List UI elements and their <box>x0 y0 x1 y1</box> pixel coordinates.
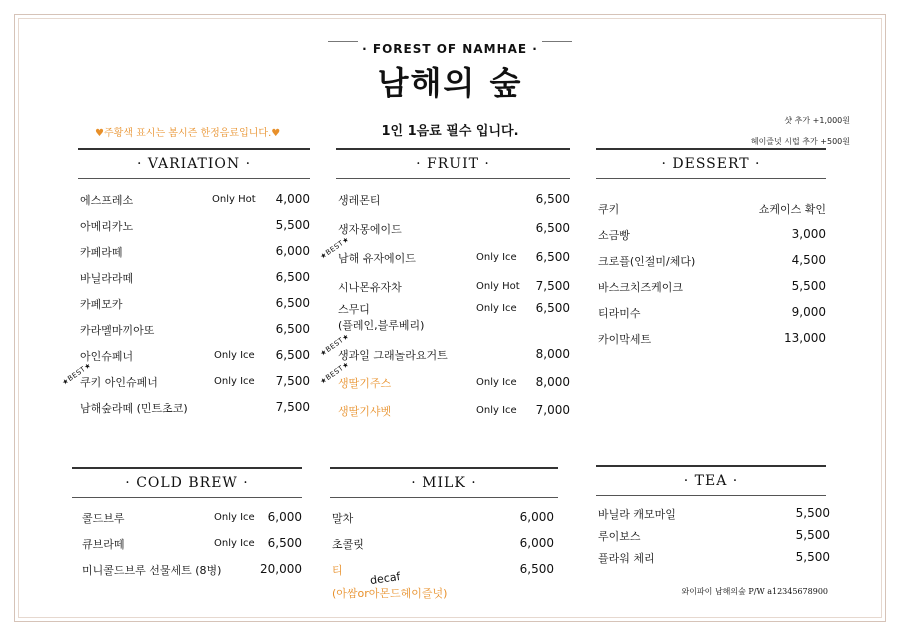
item-sub: (플레인,블루베리) <box>338 319 425 332</box>
item-price: 4,500 <box>791 253 826 267</box>
item-note: Only Ice <box>214 350 255 361</box>
item-name: 카이막세트 <box>598 333 652 346</box>
best-badge: ★BEST★ <box>318 235 351 261</box>
item-note: Only Hot <box>476 281 520 292</box>
heart-icon: ♥ <box>271 128 281 139</box>
item-name: 큐브라떼 <box>82 538 125 551</box>
extra-syrup: 헤이즐넛 시럽 추가 +500원 <box>750 137 850 146</box>
item-price: 6,500 <box>535 250 570 264</box>
item-name: 바닐라 캐모마일 <box>598 508 676 521</box>
item-price: 6,000 <box>267 510 302 524</box>
fruit-section <box>318 148 570 425</box>
item-name: 남해 유자에이드 <box>338 252 416 265</box>
item-name: 소금빵 <box>598 229 630 242</box>
menu-item <box>78 342 310 368</box>
item-price: 6,500 <box>275 348 310 362</box>
item-name: 바스크치즈케이크 <box>598 281 684 294</box>
item-price: 8,000 <box>535 375 570 389</box>
item-name: 생딸기샤벳 <box>338 405 392 418</box>
menu-item <box>60 361 310 394</box>
item-price: 쇼케이스 확인 <box>758 203 826 216</box>
tea-options: (아쌈or아몬드헤이즐넛) <box>332 587 448 600</box>
item-price: 5,500 <box>795 506 830 520</box>
item-name: 스무디 <box>338 303 370 316</box>
best-badge: ★BEST★ <box>318 332 351 358</box>
item-price: 6,500 <box>535 301 570 315</box>
dessert-section <box>596 148 826 351</box>
item-note: Only Ice <box>476 252 517 263</box>
section-title: · TEA · <box>596 465 826 496</box>
item-price: 3,000 <box>791 227 826 241</box>
item-name: 카페모카 <box>80 298 123 311</box>
item-price: 7,000 <box>535 403 570 417</box>
coldbrew-section <box>72 467 302 582</box>
item-name: 바닐라라떼 <box>80 272 134 285</box>
item-name: 시나몬유자차 <box>338 281 402 294</box>
item-price: 4,000 <box>275 192 310 206</box>
item-price: 6,500 <box>519 562 554 576</box>
menu-item <box>72 556 302 582</box>
item-name: 생과일 그래놀라요거트 <box>338 349 448 362</box>
menu-item <box>596 273 826 299</box>
item-name: 쿠키 <box>598 203 620 216</box>
section-title: · VARIATION · <box>78 148 310 179</box>
item-price: 6,000 <box>275 244 310 258</box>
menu-item <box>330 504 558 530</box>
item-name: 초콜릿 <box>332 538 364 551</box>
menu-item <box>596 522 830 544</box>
item-price: 5,500 <box>795 528 830 542</box>
item-price: 7,500 <box>535 279 570 293</box>
menu-item <box>72 530 302 556</box>
item-note: Only Hot <box>212 194 256 205</box>
wifi-info: 와이파이 남해의숲 P/W a12345678900 <box>681 587 828 596</box>
item-name: 플라워 체리 <box>598 552 655 565</box>
menu-item <box>596 500 830 522</box>
decaf-note: decaf <box>369 569 402 588</box>
item-name: 생레몬티 <box>338 194 381 207</box>
item-price: 20,000 <box>260 562 302 576</box>
menu-item <box>596 299 826 325</box>
item-name: 말차 <box>332 512 354 525</box>
section-title: · MILK · <box>330 467 558 498</box>
menu-item <box>318 235 570 273</box>
item-name: 카라멜마끼아또 <box>80 324 155 337</box>
item-price: 6,500 <box>275 322 310 336</box>
item-name: 아인슈페너 <box>80 350 134 363</box>
menu-item <box>78 212 310 238</box>
variation-section <box>60 148 310 420</box>
item-price: 6,000 <box>519 536 554 550</box>
item-name: 생딸기주스 <box>338 377 392 390</box>
menu-item <box>78 290 310 316</box>
item-price: 6,500 <box>267 536 302 550</box>
order-rule: 1인 1음료 필수 입니다. <box>381 124 519 139</box>
menu-item <box>78 238 310 264</box>
extras <box>751 110 850 152</box>
best-badge: ★BEST★ <box>60 361 93 387</box>
menu-item <box>596 544 830 566</box>
menu-item <box>596 221 826 247</box>
menu-item <box>78 316 310 342</box>
section-title: · COLD BREW · <box>72 467 302 498</box>
item-name: 남해숲라떼 (민트초코) <box>80 402 188 415</box>
item-name: 루이보스 <box>598 530 641 543</box>
item-note: Only Ice <box>476 377 517 388</box>
item-price: 5,500 <box>791 279 826 293</box>
best-badge: ★BEST★ <box>318 360 351 386</box>
heart-icon: ♥ <box>95 128 104 139</box>
menu-item <box>72 504 302 530</box>
item-note: Only Ice <box>476 405 517 416</box>
menu-item <box>336 273 570 295</box>
item-price: 6,000 <box>519 510 554 524</box>
item-name: 크로플(인절미/체다) <box>598 255 696 268</box>
section-title: · DESSERT · <box>596 148 826 179</box>
item-note: Only Ice <box>476 303 517 314</box>
menu-item <box>330 530 558 556</box>
item-name: 에스프레소 <box>80 194 134 207</box>
item-price: 6,500 <box>535 192 570 206</box>
item-name: 카페라떼 <box>80 246 123 259</box>
item-price: 6,500 <box>275 270 310 284</box>
menu-item <box>336 186 570 215</box>
item-name: 콜드브루 <box>82 512 125 525</box>
menu-item <box>78 264 310 290</box>
menu-item <box>336 215 570 244</box>
item-name: 쿠키 아인슈페너 <box>80 376 158 389</box>
item-price: 9,000 <box>791 305 826 319</box>
item-name: 티라미수 <box>598 307 641 320</box>
item-price: 6,500 <box>275 296 310 310</box>
menu-item <box>330 556 558 582</box>
menu-item <box>596 325 826 351</box>
menu-item <box>318 360 570 397</box>
item-price: 8,000 <box>535 347 570 361</box>
page-title: 남해의 숲 <box>377 64 523 102</box>
item-name: 티 <box>332 564 343 577</box>
menu-item <box>78 394 310 420</box>
item-note: Only Ice <box>214 538 255 549</box>
menu-item <box>596 247 826 273</box>
menu-item <box>318 332 570 369</box>
menu-item <box>78 186 310 212</box>
item-price: 7,500 <box>275 400 310 414</box>
item-name: 미니콜드브루 선물세트 (8병) <box>82 564 222 577</box>
milk-section <box>330 467 558 600</box>
menu-item <box>596 195 826 221</box>
extra-shot: 샷 추가 +1,000원 <box>784 116 850 125</box>
item-name: 생자몽에이드 <box>338 223 402 236</box>
item-price: 5,500 <box>795 550 830 564</box>
item-price: 6,500 <box>535 221 570 235</box>
season-notice-text: 주황색 표시는 봄시즌 한정음료입니다. <box>103 128 272 139</box>
tea-section <box>596 465 830 566</box>
item-price: 7,500 <box>275 374 310 388</box>
section-title: · FRUIT · <box>336 148 570 179</box>
item-note: Only Ice <box>214 512 255 523</box>
item-price: 13,000 <box>784 331 826 345</box>
item-name: 아메리카노 <box>80 220 134 233</box>
item-price: 5,500 <box>275 218 310 232</box>
menu-item <box>336 397 570 425</box>
menu-item <box>336 295 570 341</box>
brand-subtitle: · FOREST OF NAMHAE · <box>362 42 538 56</box>
item-note: Only Ice <box>214 376 255 387</box>
